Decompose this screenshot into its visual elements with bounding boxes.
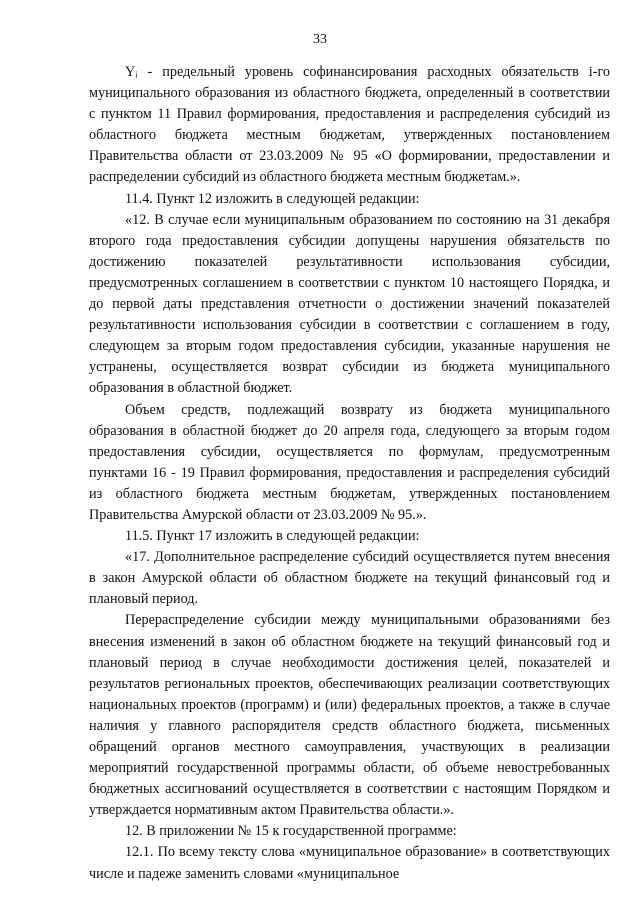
paragraph-formula-definition: Yᵢ - предельный уровень софинансирования расходных обязательств i-го муниципального образования из областного бюджета, определенный в соответствии с пунктом 11 Правил формирования, предоставления и распределения субсидий из областного бюджета местным бюджетам, утвержденных постановлением Правительства области от 23.03.2009 № 95 «О формировании, предоставлении и распределении субсидий из областного бюджета местным бюджетам.». xyxy=(89,64,610,186)
document-body xyxy=(89,62,610,885)
paragraph-17-text: «17. Дополнительное распределение субсидий осуществляется путем внесения в закон Амурской области об областном бюджете на текущий финансовый год и плановый период. xyxy=(89,549,610,608)
paragraph-redistribution: Перераспределение субсидии между муниципальными образованиями без внесения изменений в закон об областном бюджете на текущий финансовый год и плановый период в случае необходимости достижения целей, показателей и результатов региональных проектов, обеспечивающих реализации соответствующих национальных проектов (программ) и (или) федеральных проектов, а также в случае наличия у главного распорядителя средств областного бюджета, письменных обращений органов местного самоуправления, участвующих в реализации мероприятий государственной программы области, об объеме невостребованных бюджетных ассигнований осуществляется в соответствии с настоящим Порядком и утверждается нормативным актом Правительства области.». xyxy=(89,612,610,819)
page-number: 33 xyxy=(313,32,327,47)
paragraph-return-volume: Объем средств, подлежащий возврату из бюджета муниципального образования в областной бюджет до 20 апреля года, следующего за вторым годом предоставления субсидии, осуществляется по формулам, предусмотренным пунктами 16 - 19 Правил формирования, предоставления и распределения субсидий из областного бюджета местным бюджетам, утвержденных постановлением Правительства Амурской области от 23.03.2009 № 95.». xyxy=(89,401,610,523)
paragraph-11-5-heading: 11.5. Пункт 17 изложить в следующей редакции: xyxy=(125,528,420,545)
paragraph-12-heading: 12. В приложении № 15 к государственной программе: xyxy=(125,823,457,840)
paragraph-11-4-heading: 11.4. Пункт 12 изложить в следующей редакции: xyxy=(125,190,420,207)
paragraph-12-text: «12. В случае если муниципальным образованием по состоянию на 31 декабря второго года предоставления субсидии допущены нарушения обязательств по достижению показателей результативности использования субсидии, предусмотренных соглашением в соответствии с пунктом 10 настоящего Порядка, и до первой даты представления отчетности о достижении значений показателей результативности использования субсидии в соответствии с соглашением в году, следующем за вторым годом предоставления субсидии, указанные нарушения не устранены, осуществляется возврат субсидии из бюджета муниципального образования в областной бюджет. xyxy=(89,211,610,397)
paragraph-12-1-text: 12.1. По всему тексту слова «муниципальное образование» в соответствующих числе и падеже заменить словами «муниципальное xyxy=(89,844,610,882)
